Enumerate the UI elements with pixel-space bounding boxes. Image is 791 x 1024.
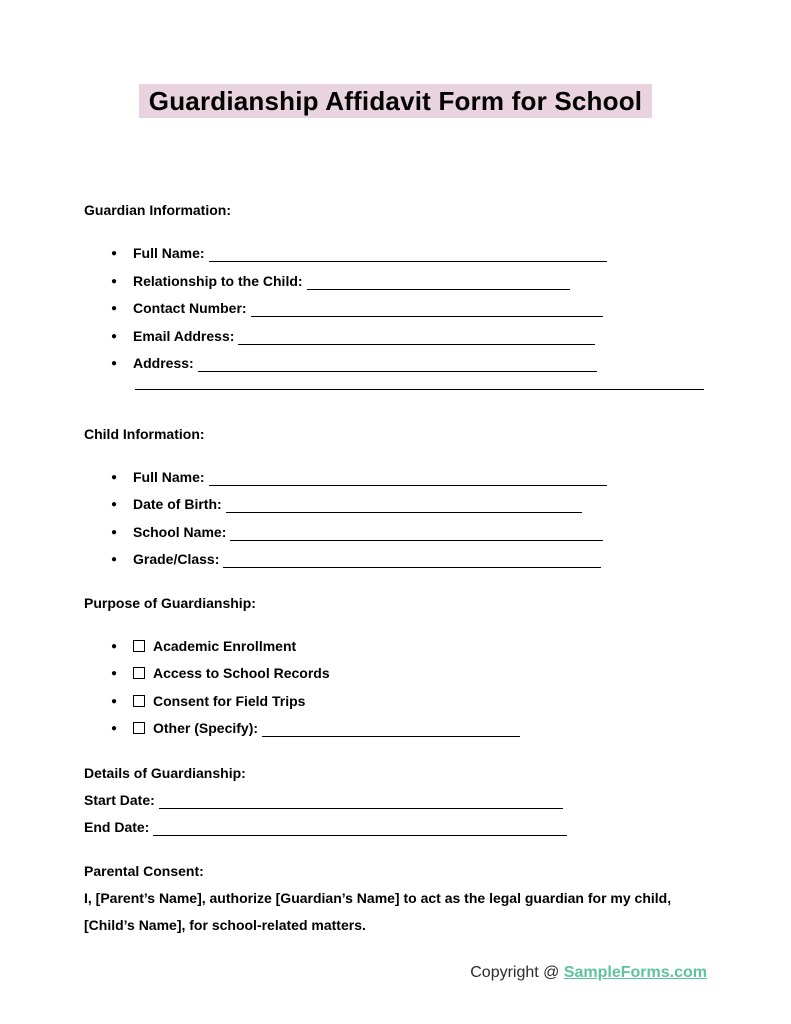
section-heading-details-of-guardianship: Details of Guardianship: [84,764,246,781]
blank-line [198,358,597,372]
field-guardian-email-address [133,323,707,351]
checkbox-consent-for-field-trips[interactable] [133,695,145,707]
field-label: Date of Birth: [133,496,222,512]
field-child-grade-class [133,546,707,574]
section-heading-guardian-information: Guardian Information: [84,202,231,218]
checkbox-label: Academic Enrollment [153,637,297,654]
page-title: Guardianship Affidavit Form for School [139,84,652,118]
title-row [84,0,707,118]
copyright-text: Copyright @ [470,963,564,981]
field-child-full-name [133,464,707,492]
footer [84,961,707,985]
field-guardian-full-name [133,240,707,268]
field-label: Grade/Class: [133,551,220,567]
field-label: Full Name: [133,245,205,261]
blank-line [226,499,582,513]
blank-line [251,303,603,317]
section-heading-parental-consent: Parental Consent: [84,862,204,879]
checkbox-label: Consent for Field Trips [153,692,306,709]
blank-line [209,248,607,262]
field-label: Contact Number: [133,300,247,316]
checkbox-other-specify[interactable] [133,722,145,734]
field-label: Email Address: [133,327,235,344]
sampleforms-link[interactable]: SampleForms.com [563,963,707,981]
checkbox-label: Other (Specify): [153,720,259,736]
purpose-options-list [84,633,707,743]
blank-line [153,822,567,836]
blank-line [307,276,570,290]
field-end-date [84,814,707,842]
purpose-option-other-specify [133,715,707,743]
field-label: School Name: [133,523,227,540]
blank-line [230,527,603,541]
blank-line [238,331,595,345]
field-guardian-relationship [133,268,707,296]
purpose-option-consent-for-field-trips [133,688,707,716]
checkbox-access-to-school-records[interactable] [133,667,145,679]
guardian-fields-list [84,240,707,378]
purpose-option-access-to-school-records [133,660,707,688]
field-label: End Date: [84,819,150,835]
blank-line [223,554,601,568]
field-guardian-contact-number [133,295,707,323]
checkbox-label: Access to School Records [153,665,330,681]
blank-line [209,472,607,486]
section-heading-child-information: Child Information: [84,425,205,442]
address-continuation-blank-line [135,389,704,390]
purpose-option-academic-enrollment [133,633,707,661]
blank-line [159,795,563,809]
field-label: Start Date: [84,791,155,808]
section-heading-purpose-of-guardianship: Purpose of Guardianship: [84,594,256,611]
field-child-school-name [133,519,707,547]
field-label: Full Name: [133,468,205,485]
child-fields-list [84,464,707,574]
field-label: Address: [133,355,194,371]
parental-consent-text: I, [Parent’s Name], authorize [Guardian’s Name] to act as the legal guardian for my child, [Child’s Name], for school-related matters. [84,889,672,933]
checkbox-academic-enrollment[interactable] [133,640,145,652]
field-guardian-address [133,350,707,378]
field-child-date-of-birth [133,491,707,519]
field-start-date [84,787,707,815]
blank-line [262,723,520,737]
field-label: Relationship to the Child: [133,272,303,289]
